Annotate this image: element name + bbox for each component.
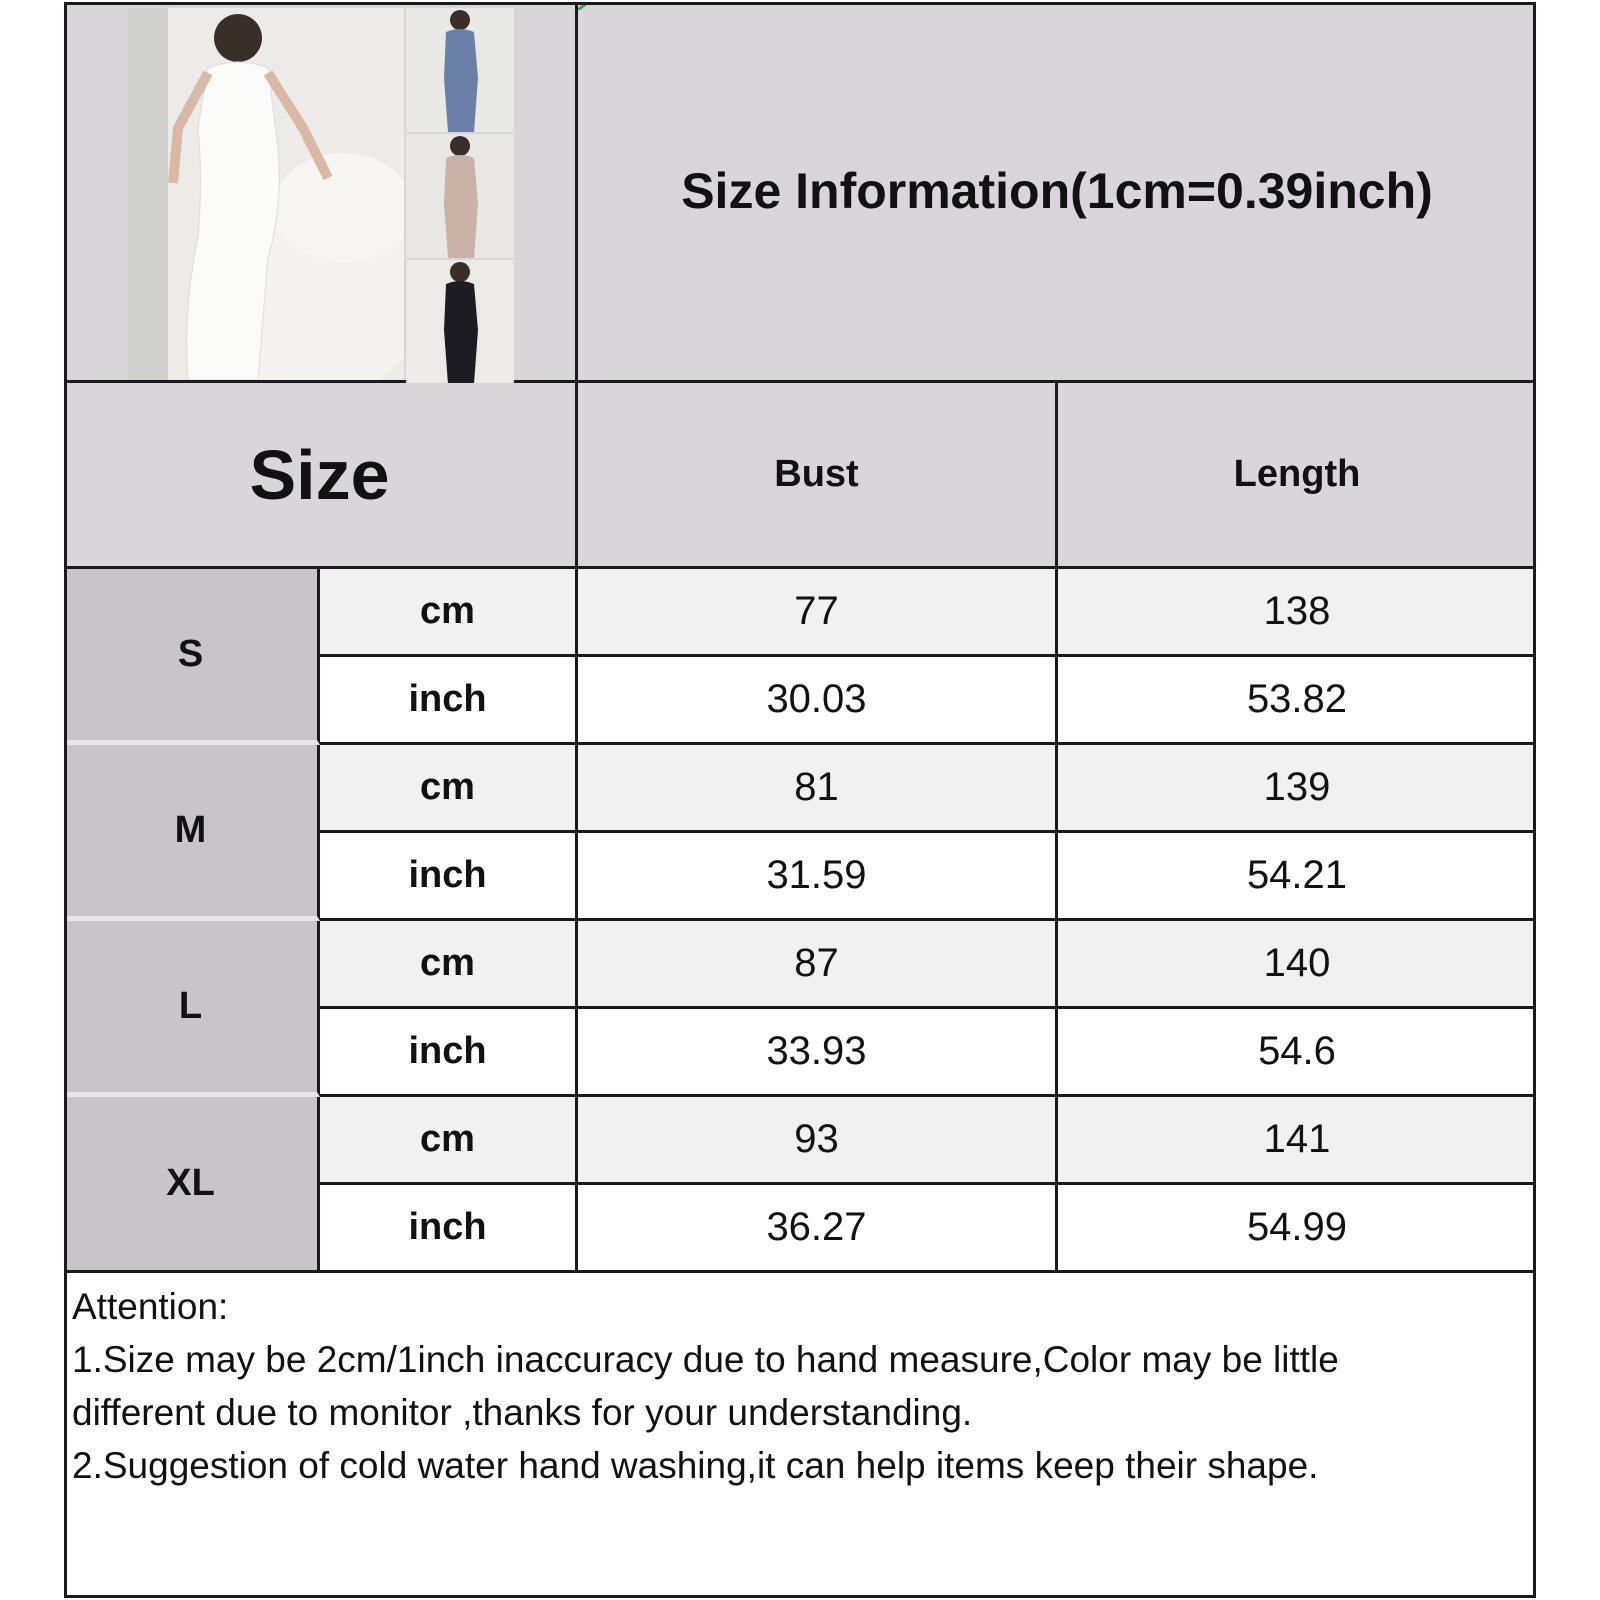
unit-cm: cm bbox=[320, 1097, 578, 1185]
length-cm-xl: 141 bbox=[1058, 1097, 1536, 1185]
length-inch-m: 54.21 bbox=[1058, 833, 1536, 921]
length-cm-s: 138 bbox=[1058, 569, 1536, 657]
header-length: Length bbox=[1058, 383, 1536, 569]
length-inch-s: 53.82 bbox=[1058, 657, 1536, 745]
bust-cm-l: 87 bbox=[578, 921, 1058, 1009]
header-size: Size bbox=[64, 383, 578, 569]
size-label-s: S bbox=[64, 569, 320, 745]
bust-inch-xl: 36.27 bbox=[578, 1185, 1058, 1273]
unit-inch: inch bbox=[320, 1185, 578, 1273]
length-cm-l: 140 bbox=[1058, 921, 1536, 1009]
bust-cm-xl: 93 bbox=[578, 1097, 1058, 1185]
notes-heading: Attention: bbox=[72, 1286, 229, 1327]
size-label-l: L bbox=[64, 921, 320, 1097]
unit-cm: cm bbox=[320, 569, 578, 657]
bust-inch-l: 33.93 bbox=[578, 1009, 1058, 1097]
notes-line-2: different due to monitor ,thanks for your understanding. bbox=[72, 1392, 973, 1433]
size-label-m: M bbox=[64, 745, 320, 921]
unit-inch: inch bbox=[320, 1009, 578, 1097]
table-frame bbox=[64, 2, 1536, 1598]
bust-cm-m: 81 bbox=[578, 745, 1058, 833]
notes-line-3: 2.Suggestion of cold water hand washing,it can help items keep their shape. bbox=[72, 1445, 1319, 1486]
notes-line-1: 1.Size may be 2cm/1inch inaccuracy due to hand measure,Color may be little bbox=[72, 1339, 1339, 1380]
unit-cm: cm bbox=[320, 921, 578, 1009]
page-title: Size Information(1cm=0.39inch) bbox=[578, 2, 1536, 383]
length-inch-xl: 54.99 bbox=[1058, 1185, 1536, 1273]
length-inch-l: 54.6 bbox=[1058, 1009, 1536, 1097]
unit-inch: inch bbox=[320, 657, 578, 745]
bust-inch-s: 30.03 bbox=[578, 657, 1058, 745]
length-cm-m: 139 bbox=[1058, 745, 1536, 833]
bust-inch-m: 31.59 bbox=[578, 833, 1058, 921]
bust-cm-s: 77 bbox=[578, 569, 1058, 657]
unit-cm: cm bbox=[320, 745, 578, 833]
size-label-xl: XL bbox=[64, 1097, 320, 1273]
header-bust: Bust bbox=[578, 383, 1058, 569]
unit-inch: inch bbox=[320, 833, 578, 921]
